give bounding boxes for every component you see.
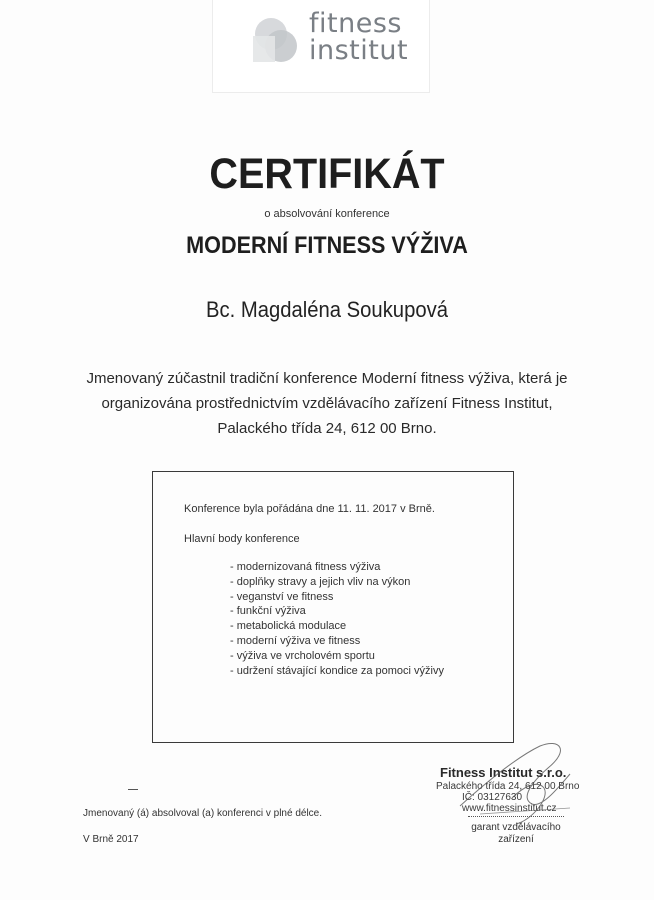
list-item: - metabolická modulace [230, 620, 347, 633]
fitness-institut-logo [212, 0, 430, 93]
logo-line-1: fitness [309, 8, 402, 39]
attendance-statement: Jmenovaný (á) absolvoval (a) konferenci v plné délce. [83, 808, 323, 819]
description-line-2: organizována prostřednictvím vzdělávacího zařízení Fitness Institut, [101, 395, 553, 412]
list-item: - výživa ve vrcholovém sportu [230, 649, 375, 662]
list-item: - udržení stávající kondice za pomoci výživy [230, 664, 444, 677]
certificate-title: CERTIFIKÁT [209, 150, 445, 198]
list-item: - funkční výživa [230, 605, 306, 618]
conference-points-list [230, 560, 444, 678]
conference-points-heading: Hlavní body konference [184, 533, 300, 545]
list-item: - doplňky stravy a jejich vliv na výkon [230, 575, 411, 588]
stamp-ico: IČ: 03127630 [462, 792, 523, 803]
list-item: - veganství ve fitness [230, 590, 334, 603]
certificate-description [0, 366, 654, 441]
logo-text [309, 10, 408, 64]
guarantor-line-1: garant vzdělávacího [471, 822, 561, 833]
list-item: - moderní výživa ve fitness [230, 634, 361, 647]
list-item: - modernizovaná fitness výživa [230, 561, 381, 573]
guarantor-label [461, 822, 571, 846]
stamp-web: www.fitnessinstitut.cz [462, 803, 557, 814]
conference-date: Konference byla pořádána dne 11. 11. 2017 v Brně. [184, 503, 435, 515]
description-line-3: Palackého třída 24, 612 00 Brno. [217, 420, 437, 437]
certificate-subtitle: o absolvování konference [264, 208, 390, 220]
signature-line [468, 816, 564, 817]
logo-line-2: institut [309, 35, 409, 66]
stamp-company-name: Fitness Institut s.r.o. [440, 765, 567, 780]
logo-mark-icon [247, 10, 307, 68]
place-and-year: V Brně 2017 [83, 834, 139, 845]
decorative-dash [128, 789, 138, 790]
recipient-name: Bc. Magdaléna Soukupová [206, 297, 448, 322]
conference-details-box [152, 471, 514, 743]
signature-image [420, 728, 590, 828]
guarantor-line-2: zařízení [498, 834, 534, 845]
stamp-address: Palackého třída 24, 612 00 Brno [436, 781, 580, 792]
conference-name: MODERNÍ FITNESS VÝŽIVA [186, 232, 468, 259]
description-line-1: Jmenovaný zúčastnil tradiční konference Moderní fitness výživa, která je [86, 370, 568, 387]
